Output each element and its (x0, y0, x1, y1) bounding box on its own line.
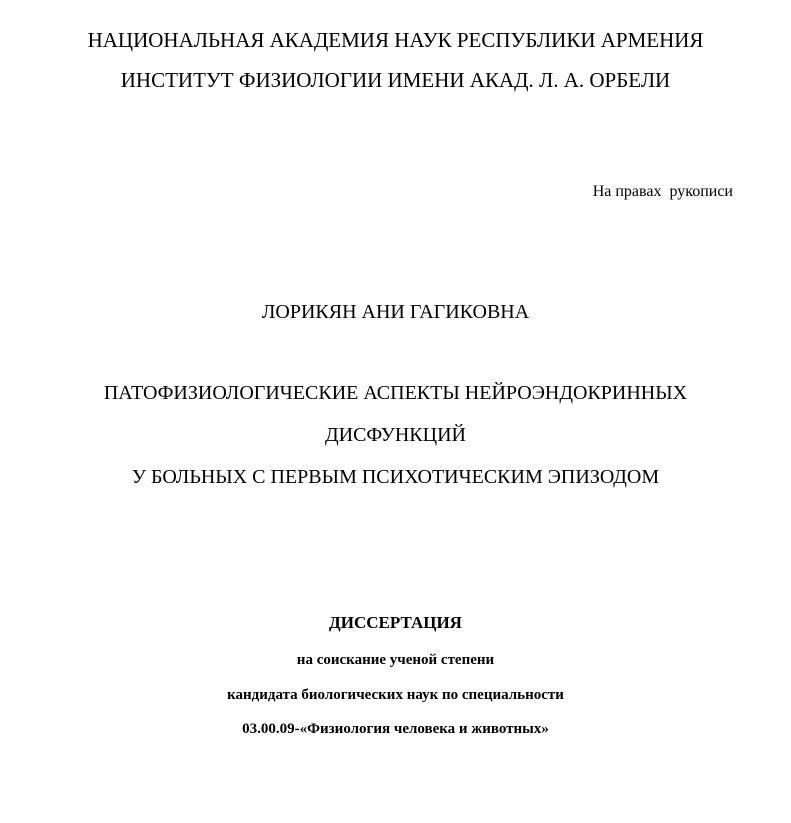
dissertation-label: ДИССЕРТАЦИЯ (329, 613, 462, 632)
manuscript-note: На правах рукописи (592, 183, 733, 200)
title-line-1: ПАТОФИЗИОЛОГИЧЕСКИЕ АСПЕКТЫ НЕЙРОЭНДОКРИННЫХ (103, 382, 688, 404)
degree-line-2: кандидата биологических наук по специальности (227, 687, 564, 703)
institute-heading: ИНСТИТУТ ФИЗИОЛОГИИ ИМЕНИ АКАД. Л. А. ОРБЕЛИ (120, 68, 671, 92)
author-name: ЛОРИКЯН АНИ ГАГИКОВНА (261, 301, 530, 323)
academy-heading: НАЦИОНАЛЬНАЯ АКАДЕМИЯ НАУК РЕСПУБЛИКИ АРМЕНИЯ (87, 28, 704, 52)
title-line-2: ДИСФУНКЦИЙ (325, 424, 466, 446)
degree-line-1: на соискание ученой степени (296, 652, 495, 668)
title-line-3: У БОЛЬНЫХ С ПЕРВЫМ ПСИХОТИЧЕСКИМ ЭПИЗОДОМ (131, 466, 660, 488)
specialty-line: 03.00.09-«Физиология человека и животных» (242, 721, 549, 737)
